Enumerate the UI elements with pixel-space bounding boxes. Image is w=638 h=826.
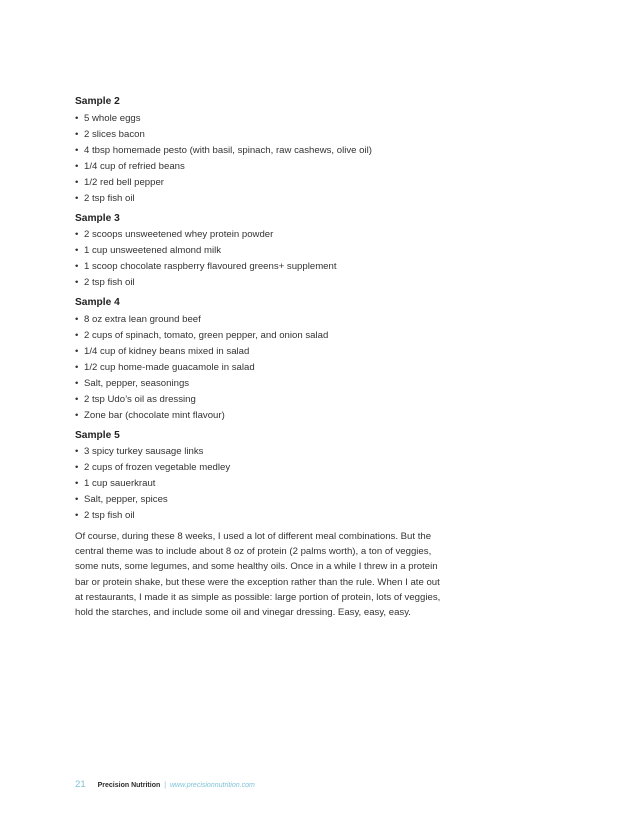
list-item: [75, 112, 475, 125]
bullet-icon: •: [75, 329, 79, 341]
bullet-icon: •: [75, 277, 79, 288]
item-text: Salt, pepper, seasonings: [84, 377, 190, 389]
sample-section: [75, 296, 475, 422]
sample-section: [75, 95, 475, 205]
bullet-icon: •: [75, 261, 79, 272]
item-text: 1/2 red bell pepper: [84, 176, 165, 188]
list-item: [75, 377, 475, 390]
list-item: [75, 244, 475, 257]
item-text: 2 tsp Udo’s oil as dressing: [84, 393, 196, 405]
bullet-icon: •: [75, 494, 79, 505]
item-text: 1 cup unsweetened almond milk: [84, 245, 222, 256]
ingredient-list: [75, 445, 475, 522]
list-item: [75, 393, 475, 406]
sample-section: [75, 429, 475, 523]
sample-section: [75, 212, 475, 290]
bullet-icon: •: [75, 192, 79, 204]
list-item: [75, 345, 475, 358]
bullet-icon: •: [75, 345, 79, 357]
bullet-icon: •: [75, 361, 79, 373]
ingredient-list: [75, 313, 475, 422]
bullet-icon: •: [75, 128, 79, 140]
list-item: [75, 329, 475, 342]
item-text: 3 spicy turkey sausage links: [84, 446, 204, 457]
item-text: 8 oz extra lean ground beef: [84, 313, 201, 325]
bullet-icon: •: [75, 313, 79, 325]
list-item: [75, 313, 475, 326]
list-item: [75, 276, 475, 289]
section-title: Sample 2: [75, 96, 120, 107]
item-text: 5 whole eggs: [84, 112, 141, 124]
list-item: [75, 160, 475, 173]
list-item: [75, 192, 475, 205]
item-text: 2 tsp fish oil: [84, 510, 135, 521]
list-item: [75, 228, 475, 241]
page-number: 21: [75, 779, 86, 790]
item-text: Salt, pepper, spices: [84, 494, 168, 505]
footer-brand: Precision Nutrition: [97, 782, 161, 789]
list-item: [75, 493, 475, 506]
bullet-icon: •: [75, 245, 79, 256]
bullet-icon: •: [75, 409, 79, 421]
item-text: 2 slices bacon: [84, 128, 145, 140]
bullet-icon: •: [75, 478, 79, 489]
item-text: 2 scoops unsweetened whey protein powder: [84, 229, 274, 240]
item-text: 1/4 cup of kidney beans mixed in salad: [84, 345, 250, 357]
list-item: [75, 176, 475, 189]
item-text: 2 cups of spinach, tomato, green pepper, and onion salad: [84, 329, 329, 341]
list-item: [75, 477, 475, 490]
bullet-icon: •: [75, 446, 79, 457]
section-title: Sample 5: [75, 429, 120, 441]
bullet-icon: •: [75, 160, 79, 172]
bullet-icon: •: [75, 176, 79, 188]
bullet-icon: •: [75, 112, 79, 124]
bullet-icon: •: [75, 462, 79, 473]
ingredient-list: [75, 112, 475, 205]
item-text: 1/4 cup of refried beans: [84, 160, 185, 172]
list-item: [75, 445, 475, 458]
list-item: [75, 509, 475, 522]
bullet-icon: •: [75, 510, 79, 521]
section-title: Sample 3: [75, 212, 120, 224]
item-text: 2 tsp fish oil: [84, 192, 135, 204]
footer-separator: |: [164, 782, 167, 789]
item-text: 2 cups of frozen vegetable medley: [84, 462, 231, 473]
item-text: Zone bar (chocolate mint flavour): [84, 409, 225, 421]
bullet-icon: •: [75, 229, 79, 240]
bullet-icon: •: [75, 377, 79, 389]
item-text: 2 tsp fish oil: [84, 277, 135, 288]
page-footer: [75, 780, 255, 791]
bullet-icon: •: [75, 393, 79, 405]
list-item: [75, 144, 475, 157]
item-text: 1 cup sauerkraut: [84, 478, 156, 489]
list-item: [75, 128, 475, 141]
page-content: [75, 95, 475, 620]
summary-paragraph: Of course, during these 8 weeks, I used a lot of different meal combinations. But the central theme was to include about 8 oz of protein (2 palms worth), a ton of veggies, some nuts, some legumes, and some healthy oils. Once in a while I threw in a protein bar or protein shake, but these were the exception rather than the rule. When I ate out at restaurants, I made it as simple as possible: large portion of protein, lots of veggies, hold the starches, and include some oil and vinegar dressing. Easy, easy, easy.: [75, 531, 441, 619]
list-item: [75, 461, 475, 474]
list-item: [75, 409, 475, 422]
section-title: Sample 4: [75, 297, 120, 308]
ingredient-list: [75, 228, 475, 289]
item-text: 1/2 cup home-made guacamole in salad: [84, 361, 255, 373]
item-text: 1 scoop chocolate raspberry flavoured greens+ supplement: [84, 261, 337, 272]
list-item: [75, 361, 475, 374]
item-text: 4 tbsp homemade pesto (with basil, spinach, raw cashews, olive oil): [84, 144, 372, 156]
bullet-icon: •: [75, 144, 79, 156]
website-link[interactable]: www.precisionnutrition.com: [169, 782, 255, 789]
list-item: [75, 260, 475, 273]
